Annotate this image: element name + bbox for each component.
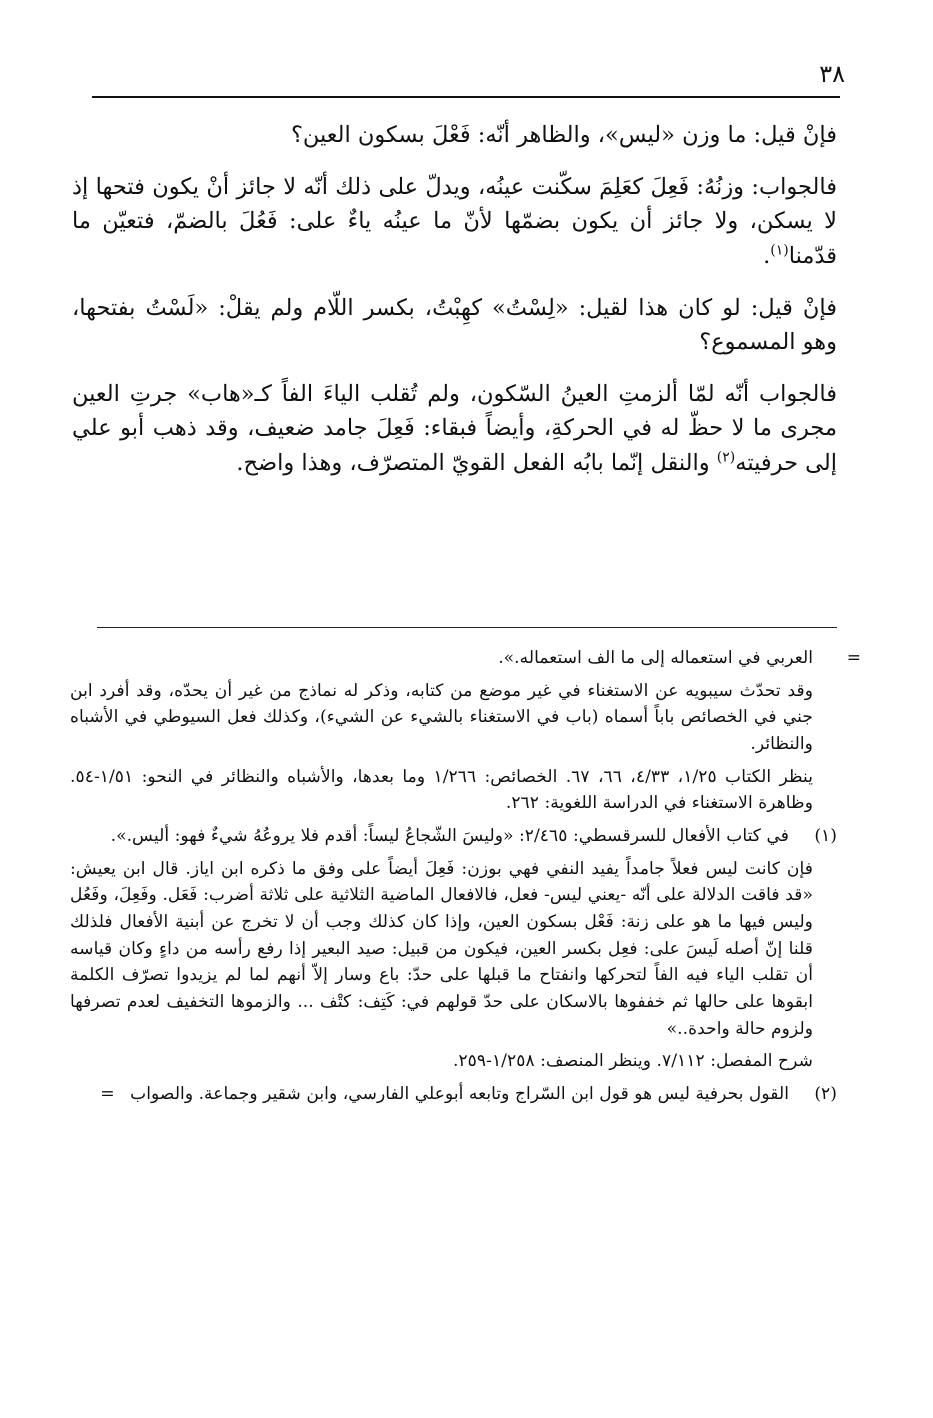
footnote-1-number: (١) [814, 825, 837, 846]
footnote-1-source: شرح المفصل: ٧/١١٢. وينظر المنصف: ١/٢٥٨-٢٥٩. [452, 1051, 813, 1072]
paragraph-answer-2-text: فالجواب أنّه لمّا ألزمتِ العينُ السّكون، ولم تُقلب الياءَ الفاً كـ«هاب» جرتِ العين مجرى ما لا حظّ له في الحركةِ، وأيضاً فبقاء: فَعِلَ جامد ضعيف، وقد ذهب أبو علي إلى حرفيته [72, 381, 837, 476]
paragraph-answer-2 [72, 377, 837, 480]
footnote-2 [70, 1081, 837, 1108]
main-text [72, 118, 837, 498]
footnote-1 [70, 823, 837, 850]
footnote-continued-para-2: وقد تحدّث سيبويه عن الاستغناء في غير موضع من كتابه، وذكر له نماذج من غير أن يحدّه، وقد أفرد ابن جني في الخصائص باباً أسماه (باب في الاستغناء بالشيء عن الشيء)، وكذلك فعل السيوطي في الأشباه والنظائر. [70, 680, 813, 754]
footnote-continued-text: العربي في استعماله إلى ما الف استعماله.». [498, 648, 813, 668]
paragraph-answer-1-text: فالجواب: وزنُهُ: فَعِلَ كعَلِمَ سكّنت عينُه، ويدلّ على ذلك أنّه لا جائز أنْ يكون فتحها إذ لا يسكن، ولا جائز أن يكون بضمّها لأنّ ما عينُه ياءٌ على: فَعُلَ بالضمّ، فتعيّن ما قدّمنا [72, 174, 837, 269]
footnote-2-continues-marker: = [100, 1083, 115, 1104]
footnotes [70, 645, 861, 1114]
paragraph-answer-2-tail: والنقل إنّما بابُه الفعل القويّ المتصرّف، وهذا واضح. [236, 449, 710, 476]
footnote-continued [70, 645, 861, 672]
paragraph-question-2: فإنْ قيل: لو كان هذا لقيل: «لِسْتُ» كهِبْتُ، بكسر اللّام ولم يقلْ: «لَسْتُ بفتحها، وهو المسموع؟ [72, 294, 837, 355]
footnote-2-text: القول بحرفية ليس هو قول ابن السّراج وتابعه أبوعلي الفارسي، وابن شقير وجماعة. والصواب [130, 1083, 789, 1104]
page-number: ٣٨ [819, 60, 845, 88]
footnote-rule [97, 627, 837, 628]
paragraph-answer-1 [72, 170, 837, 273]
footnote-1-text: في كتاب الأفعال للسرقسطي: ٢/٤٦٥: «وليسَ الشّجاعُ ليساً: أقدم فلا يروعُهُ شيءٌ فهو: أليس.». [110, 825, 789, 846]
footnote-2-number: (٢) [814, 1083, 837, 1104]
footnote-1-continuation: فإن كانت ليس فعلاً جامداً يفيد النفي فهي بوزن: فَعِلَ أيضاً على وفق ما ذكره ابن اياز. قال ابن يعيش: «قد فاقت الدلالة على أنّه -يعني ليس- فعل، فالافعال الماضية الثلاثية على ثلاثة أضرب: فَعَل. وفَعِلَ، وفَعُل وليس فيها ما هو على زنة: فَعْل بسكون العين، وإذا كان كذلك وجب أن لا تخرج عن أبنية الأفعال فلذلك قلنا إنّ أصله لَيسَ على: فعِل بكسر العين، فيكون من قبيل: صيد البعير إذا رفع رأسه من داءٍ وكان قياسه أن تقلب الياء فيه الفاً لتحركها وانفتاح ما قبلها على حدّ: باع وسار إلاّ أنهم لما لم يزيدوا تصرّف الكلمة ابقوها على حالها ثم خففوها بالاسكان على حدّ قولهم في: كَتِف: كتْف ... والزموها التخفيف لعدم تصرفها ولزوم حالة واحدة..» [70, 858, 813, 1039]
continued-marker: = [846, 648, 861, 668]
footnote-ref-2[interactable]: (٢) [716, 449, 736, 465]
footnote-ref-1[interactable]: (١) [770, 242, 789, 259]
header-rule [92, 96, 840, 98]
footnote-continued-para-3: ينظر الكتاب ١/٢٥، ٤/٣٣، ٦٦، ٦٧. الخصائص: ١/٢٦٦ وما بعدها، والأشباه والنظائر في النحو: ١/٥١-٥٤. وظاهرة الاستغناء في الدراسة اللغوية: ٢٦٢. [70, 766, 814, 814]
paragraph-question-1: فإنْ قيل: ما وزن «ليس»، والظاهر أنّه: فَعْلَ بسكون العين؟ [290, 122, 837, 148]
paragraph-answer-1-tail: . [763, 242, 771, 269]
